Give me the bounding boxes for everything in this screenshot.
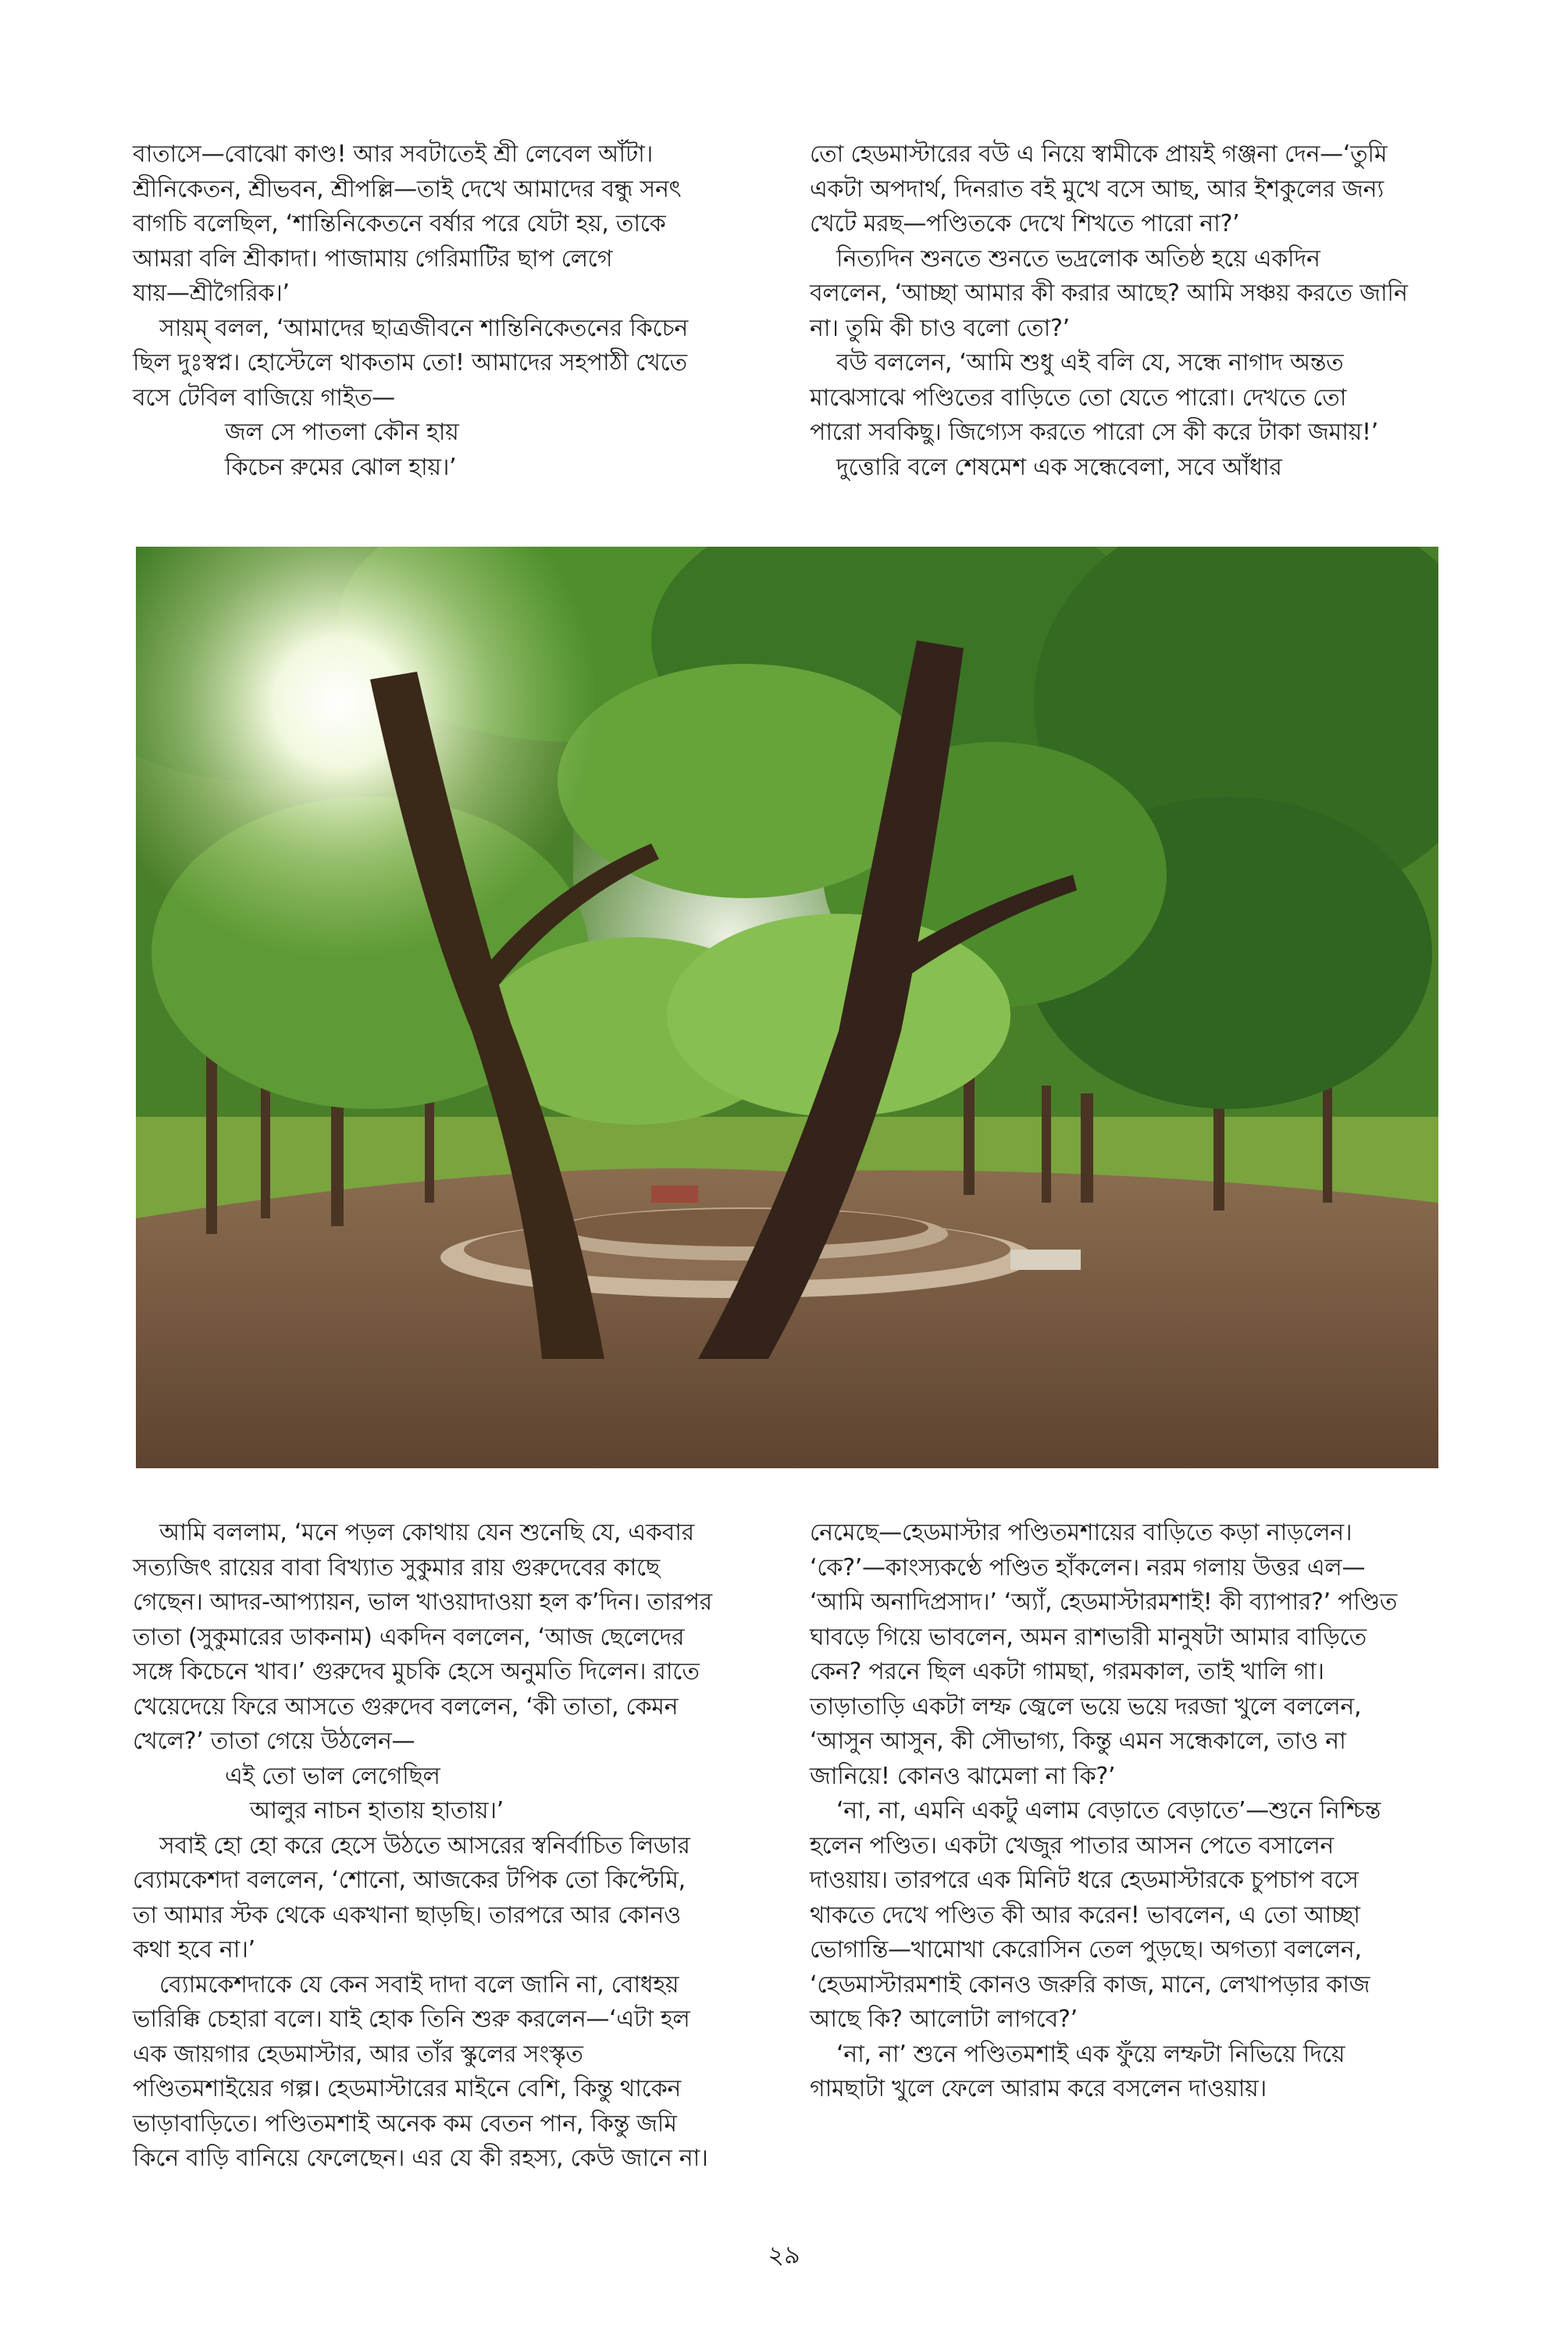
text-line: থাকতে দেখে পণ্ডিত কী আর করেন! ভাবলেন, এ তো আচ্ছা [810,1901,1360,1929]
text-line: একটা অপদার্থ, দিনরাত বই মুখে বসে আছ, আর ইশকুলের জন্য [810,175,1384,203]
text-line: ‘না, না, এমনি একটু এলাম বেড়াতে বেড়াতে’—শুনে নিশ্চিন্ত [836,1797,1381,1824]
text-line: সবাই হো হো করে হেসে উঠতে আসরের স্বনির্বাচিত লিডার [159,1831,690,1860]
text-line: দুত্তোরি বলে শেষমেশ এক সন্ধেবেলা, সবে আঁধার [836,453,1282,481]
text-line: কথা হবে না।’ [133,1936,255,1963]
text-line: নিত্যদিন শুনতে শুনতে ভদ্রলোক অতিষ্ঠ হয়ে একদিন [836,244,1320,273]
text-line: আমরা বলি শ্রীকাদা। পাজামায় গেরিমাটির ছাপ লেগে [133,244,613,273]
text-line: হলেন পণ্ডিত। একটা খেজুর পাতার আসন পেতে বসালেন [810,1831,1335,1860]
text-line: তো হেডমাস্টারের বউ এ নিয়ে স্বামীকে প্রায়ই গঞ্জনা দেন—‘তুমি [810,141,1388,168]
text-column-top-right [810,137,1408,485]
page-number: ২৯ [768,2240,800,2270]
text-column-top-left [133,137,688,485]
text-line: কিচেন রুমের ঝোল হায়।’ [225,453,457,481]
text-line: ব্যোমকেশদা বললেন, ‘শোনো, আজকের টপিক তো কিপ্টেমি, [133,1867,686,1894]
text-line: জল সে পাতলা কৌন হায় [225,419,459,446]
text-line: আমি বললাম, ‘মনে পড়ল কোথায় যেন শুনেছি যে, একবার [159,1519,694,1546]
text-line: আছে কি? আলোটা লাগবে?’ [810,2006,1078,2033]
text-line: ‘না, না’ শুনে পণ্ডিতমশাই এক ফুঁয়ে লম্ফটা নিভিয়ে দিয়ে [836,2040,1345,2068]
text-line: সায়ম্ বলল, ‘আমাদের ছাত্রজীবনে শান্তিনিকেতনের কিচেন [159,314,689,342]
text-line: তাড়াতাড়ি একটা লম্ফ জ্বেলে ভয়ে ভয়ে দরজা খুলে বললেন, [810,1692,1362,1721]
text-line: গেছেন। আদর-আপ্যায়ন, ভাল খাওয়াদাওয়া হল ক’দিন। তারপর [133,1589,712,1616]
text-line: এই তো ভাল লেগেছিল [225,1762,440,1790]
text-line: ‘হেডমাস্টারমশাই কোনও জরুরি কাজ, মানে, লেখাপড়ার কাজ [810,1970,1370,1999]
text-line: বাতাসে—বোঝো কাণ্ড! আর সবটাতেই শ্রী লেবেল আঁটা। [133,141,654,168]
text-line: নেমেছে—হেডমাস্টার পণ্ডিতমশায়ের বাড়িতে কড়া নাড়লেন। [810,1519,1352,1546]
text-line: ‘কে?’—কাংস্যকণ্ঠে পণ্ডিত হাঁকলেন। নরম গলায় উত্তর এল— [810,1553,1366,1582]
text-line: কেন? পরনে ছিল একটা গামছা, গরমকাল, তাই খালি গা। [810,1658,1324,1685]
text-line: দাওয়ায়। তারপরে এক মিনিট ধরে হেডমাস্টারকে চুপচাপ বসে [810,1867,1359,1894]
text-line: জানিয়ে! কোনও ঝামেলা না কি?’ [810,1762,1116,1790]
text-column-bottom-right [810,1516,1397,2107]
text-line: ‘আমি অনাদিপ্রসাদ।’ ‘অ্যাঁ, হেডমাস্টারমশাই! কী ব্যাপার?’ পণ্ডিত [810,1589,1398,1616]
text-line: এক জায়গার হেডমাস্টার, আর তাঁর স্কুলের সংস্কৃত [133,2040,583,2068]
text-line: খেটে মরছ—পণ্ডিতকে দেখে শিখতে পারো না?’ [810,210,1240,237]
text-line: খেয়েদেয়ে ফিরে আসতে গুরুদেব বললেন, ‘কী তাতা, কেমন [133,1692,679,1721]
text-line: গামছাটা খুলে ফেলে আরাম করে বসলেন দাওয়ায়। [810,2075,1267,2102]
text-column-bottom-left [133,1516,712,2177]
text-line: বললেন, ‘আচ্ছা আমার কী করার আছে? আমি সঞ্চয় করতে জানি [810,280,1408,307]
text-line: তা আমার স্টক থেকে একখানা ছাড়ছি। তারপরে আর কোনও [133,1901,681,1929]
text-line: পণ্ডিতমশাইয়ের গল্প। হেডমাস্টারের মাইনে বেশি, কিন্তু থাকেন [133,2075,682,2102]
text-line: বউ বললেন, ‘আমি শুধু এই বলি যে, সন্ধে নাগাদ অন্তত [836,349,1344,376]
text-line: ঘাবড়ে গিয়ে ভাবলেন, অমন রাশভারী মানুষটা আমার বাড়িতে [810,1623,1367,1651]
text-line: বসে টেবিল বাজিয়ে গাইত— [133,383,395,412]
text-line: ভারিক্কি চেহারা বলে। যাই হোক তিনি শুরু করলেন—‘এটা হল [133,2006,690,2033]
text-line: পারো সবকিছু। জিগ্যেস করতে পারো সে কী করে টাকা জমায়!’ [810,419,1378,446]
text-line: সত্যজিৎ রায়ের বাবা বিখ্যাত সুকুমার রায় গুরুদেবের কাছে [133,1553,660,1582]
text-line: ব্যোমকেশদাকে যে কেন সবাই দাদা বলে জানি না, বোধহয় [159,1970,679,1999]
text-line: ভাড়াবাড়িতে। পণ্ডিতমশাই অনেক কম বেতন পান, কিন্তু জমি [133,2109,677,2138]
text-line: সঙ্গে কিচেনে খাব।’ গুরুদেব মুচকি হেসে অনুমতি দিলেন। রাতে [133,1658,700,1685]
park-photograph [136,547,1438,1468]
text-line: বাগচি বলেছিল, ‘শান্তিনিকেতনে বর্ষার পরে যেটা হয়, তাকে [133,210,666,237]
text-line: যায়—শ্রীগৈরিক।’ [133,280,290,307]
text-line: না। তুমি কী চাও বলো তো?’ [810,314,1070,342]
text-line: কিনে বাড়ি বানিয়ে ফেলেছেন। এর যে কী রহস্য, কেউ জানে না। [133,2145,708,2172]
text-line: শ্রীনিকেতন, শ্রীভবন, শ্রীপল্লি—তাই দেখে আমাদের বন্ধু সনৎ [133,175,682,203]
text-line: ‘আসুন আসুন, কী সৌভাগ্য, কিন্তু এমন সন্ধেকালে, তাও না [810,1728,1346,1755]
text-line: আলুর নাচন হাতায় হাতায়।’ [250,1797,504,1824]
text-line: খেলে?’ তাতা গেয়ে উঠলেন— [133,1728,415,1755]
text-line: মাঝেসাঝে পণ্ডিতের বাড়িতে তো যেতে পারো। দেখতে তো [810,383,1347,412]
text-line: ছিল দুঃস্বপ্ন। হোস্টেলে থাকতাম তো! আমাদের সহপাঠী খেতে [133,349,687,376]
text-line: ভোগান্তি—খামোখা কেরোসিন তেল পুড়ছে। অগত্যা বললেন, [810,1936,1362,1963]
text-line: তাতা (সুকুমারের ডাকনাম) একদিন বললেন, ‘আজ ছেলেদের [133,1623,685,1651]
